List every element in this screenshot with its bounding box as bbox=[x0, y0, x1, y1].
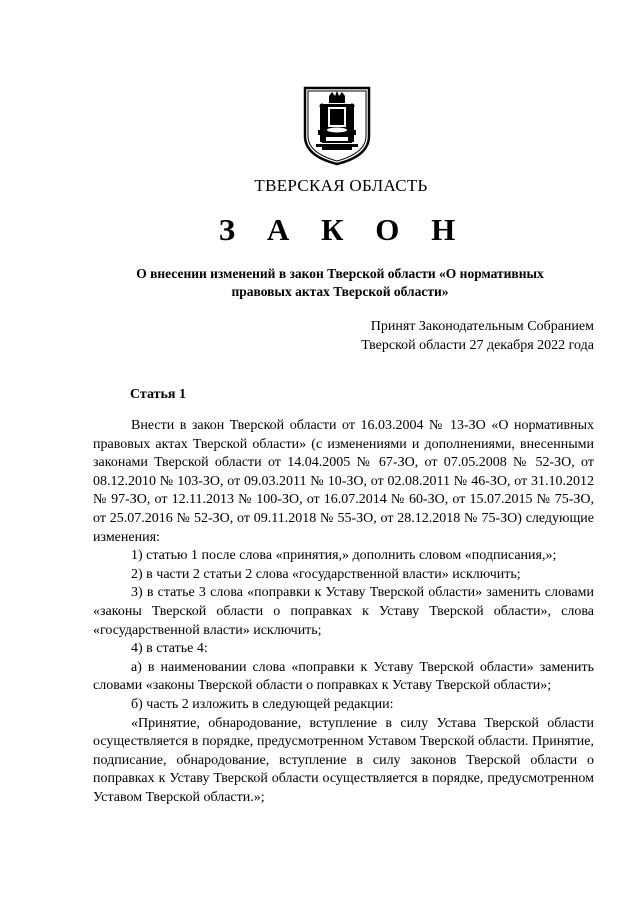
adoption-line: Принят Законодательным Собранием bbox=[370, 319, 594, 334]
paragraph: 4) в статье 4: bbox=[131, 641, 208, 657]
article-heading: Статья 1 bbox=[130, 387, 186, 402]
paragraph: 2) в части 2 статьи 2 слова «государственной власти» исключить; bbox=[131, 566, 521, 582]
paragraph: а) в наименовании слова «поправки к Уставу Тверской области» заменить словами «законы Тверской области о поправках к Уставу Тверской области»; bbox=[93, 659, 594, 694]
adoption-note bbox=[361, 318, 594, 355]
region-name: ТВЕРСКАЯ ОБЛАСТЬ bbox=[254, 176, 428, 195]
article-body bbox=[93, 417, 594, 807]
paragraph: «Принятие, обнародование, вступление в силу Устава Тверской области осуществляется в порядке, предусмотренном Уставом Тверской области. Принятие, подписание, обнародование, вступление в силу законов Тверской области о поправках к Уставу Тверской области осуществляется в порядке, предусмотренном Уставом Тверской области.»; bbox=[93, 715, 594, 805]
law-title-line: О внесении изменений в закон Тверской области «О нормативных bbox=[136, 266, 544, 281]
adoption-line: Тверской области 27 декабря 2022 года bbox=[361, 337, 594, 353]
paragraph: 1) статью 1 после слова «принятия,» дополнить словом «подписания,»; bbox=[131, 548, 557, 564]
law-title bbox=[100, 265, 580, 301]
document-type: З А К О Н bbox=[218, 212, 468, 247]
paragraph: Внести в закон Тверской области от 16.03.2004 № 13-ЗО «О нормативных правовых актах Тверской области» (с изменениями и дополнениями, внесенными законами Тверской области от 14.04.2005 № 67-ЗО, от 07.05.2008 № 52-ЗО, от 08.12.2010 № 103-ЗО, от 09.03.2011 № 10-ЗО, от 02.08.2011 № 46-ЗО, от 31.10.2012 № 97-ЗО, от 12.11.2013 № 100-ЗО, от 16.07.2014 № 60-ЗО, от 15.07.2015 № 75-ЗО, от 25.07.2016 № 52-ЗО, от 09.11.2018 № 55-ЗО, от 28.12.2018 № 75-ЗО) следующие изменения: bbox=[93, 418, 594, 545]
paragraph: 3) в статье 3 слова «поправки к Уставу Тверской области» заменить словами «законы Тверской области о поправках к Уставу Тверской области», слова «государственной власти» исключить; bbox=[93, 585, 594, 638]
tver-coat-of-arms-icon bbox=[302, 86, 372, 166]
law-title-line: правовых актах Тверской области» bbox=[231, 284, 449, 299]
paragraph: б) часть 2 изложить в следующей редакции: bbox=[131, 696, 394, 712]
